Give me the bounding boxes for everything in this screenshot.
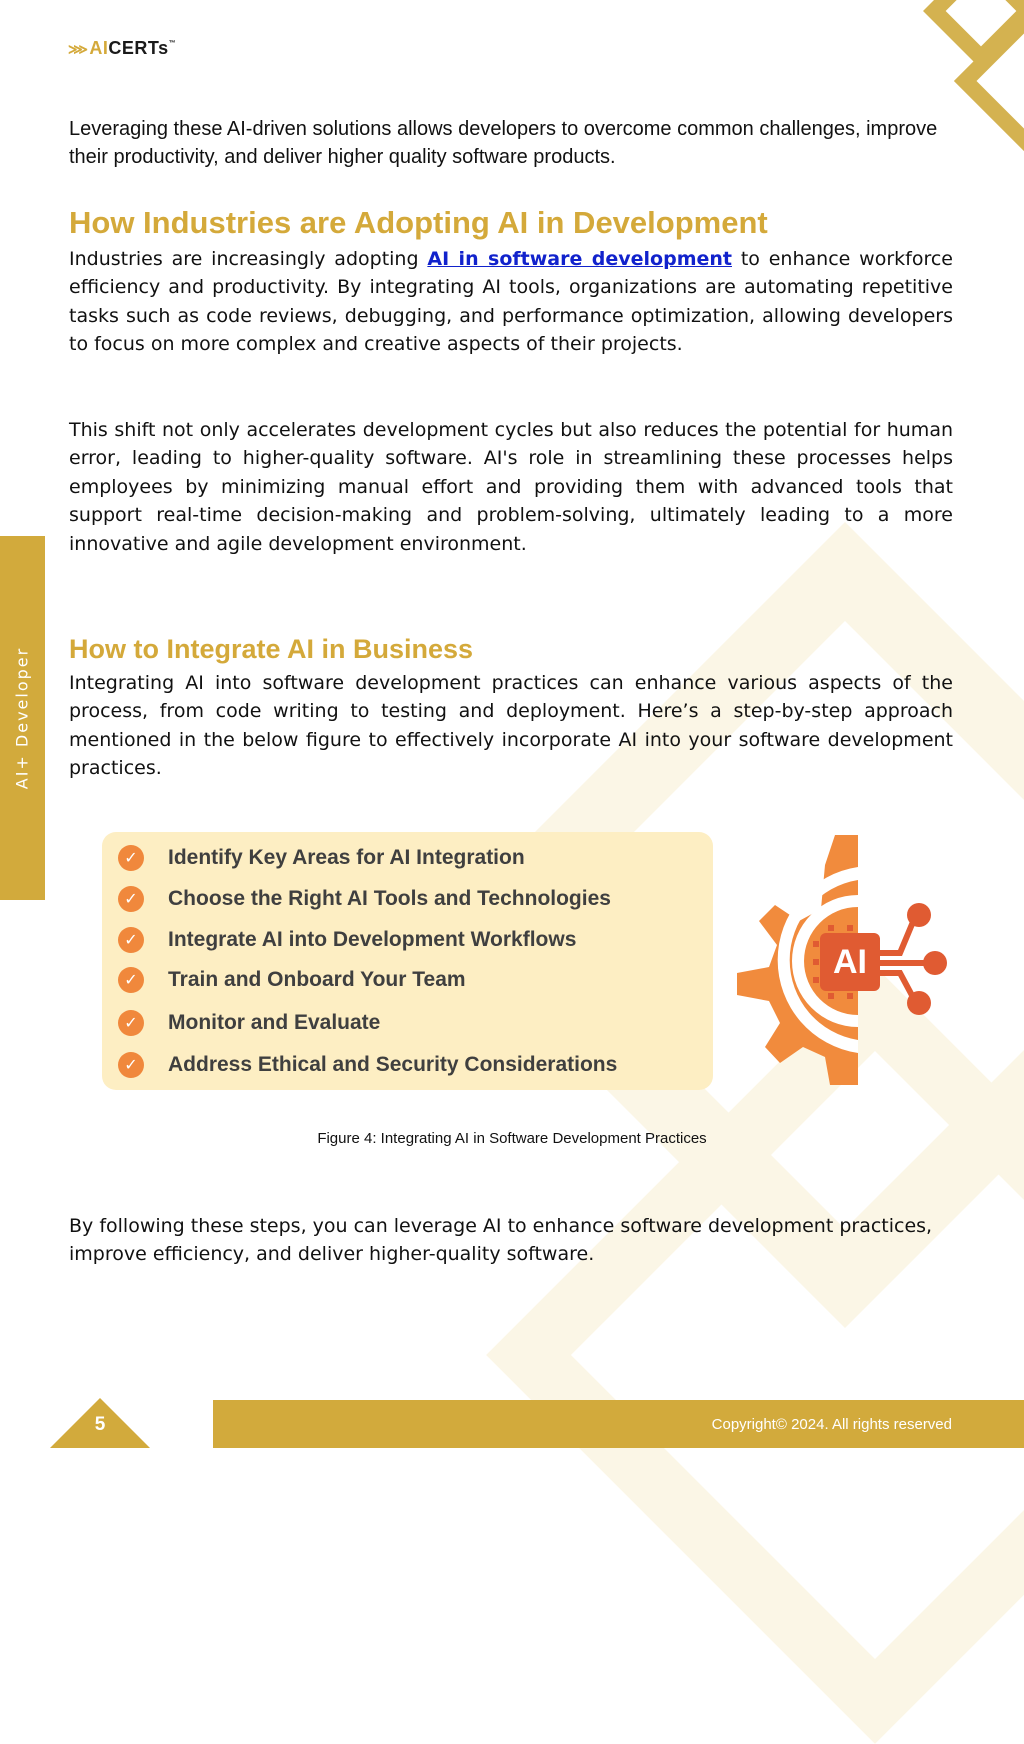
conclusion-paragraph: By following these steps, you can leverage AI to enhance software development practices, improve efficiency, and deliver higher-quality software.	[69, 1215, 933, 1266]
figure-step-item	[118, 886, 611, 912]
figure-step-item	[118, 927, 576, 953]
figure-step-label: Choose the Right AI Tools and Technologies	[168, 887, 611, 910]
check-icon: ✓	[118, 1052, 144, 1078]
ai-gear-illustration	[725, 835, 955, 1090]
section-heading-adopting: How Industries are Adopting AI in Development	[69, 205, 768, 240]
check-icon: ✓	[118, 886, 144, 912]
check-icon: ✓	[118, 967, 144, 993]
figure-caption: Figure 4: Integrating AI in Software Development Practices	[317, 1130, 707, 1147]
check-icon: ✓	[118, 845, 144, 871]
aicerts-logo	[68, 38, 176, 59]
ai-chip-label: AI	[833, 943, 867, 981]
figure-step-item	[118, 1010, 380, 1036]
section-heading-integrate: How to Integrate AI in Business	[69, 634, 474, 664]
figure-step-label: Monitor and Evaluate	[168, 1011, 381, 1034]
ai-software-development-link[interactable]: AI in software development	[427, 248, 732, 270]
logo-certs-text: CERTs	[108, 38, 169, 58]
check-icon: ✓	[118, 927, 144, 953]
logo-mark-icon: ⋙	[68, 41, 89, 57]
figure-step-label: Train and Onboard Your Team	[168, 968, 466, 991]
figure-step-label: Identify Key Areas for AI Integration	[168, 846, 525, 869]
figure-step-label: Address Ethical and Security Considerations	[168, 1053, 618, 1076]
copyright-text: Copyright© 2024. All rights reserved	[711, 1416, 952, 1433]
logo-ai-text: AI	[89, 38, 109, 58]
adopting-text-before-link: Industries are increasingly adopting	[69, 248, 419, 270]
figure-step-item	[118, 1052, 617, 1078]
logo-tm: ™	[168, 40, 177, 47]
integrate-paragraph: Integrating AI into software development practices can enhance various aspects of the process, from code writing to testing and deployment. Here’s a step-by-step approach mentioned in the below figure to effectively incorporate AI into your software development practices.	[69, 672, 953, 780]
adopting-paragraph-1	[69, 245, 953, 359]
adopting-paragraph-2: This shift not only accelerates development cycles but also reduces the potential for human error, leading to higher-quality software. AI's role in streamlining these processes helps employees by minimizing manual effort and providing them with advanced tools that support real-time decision-making and problem-solving, ultimately leading to a more innovative and agile development environment.	[69, 419, 953, 555]
adopting-text-after-link: to enhance workforce efficiency and productivity. By integrating AI tools, organizations are automating repetitive tasks such as code reviews, debugging, and performance optimization, allowing developers to focus on more complex and creative aspects of their projects.	[69, 248, 953, 356]
ai-chip-icon	[813, 925, 880, 999]
figure-step-item	[118, 967, 466, 993]
sidebar-label: AI+ Developer	[12, 646, 32, 790]
check-icon: ✓	[118, 1010, 144, 1036]
intro-paragraph: Leveraging these AI-driven solutions allows developers to overcome common challenges, improve their productivity, and deliver higher quality software products.	[69, 118, 938, 169]
page-number: 5	[94, 1414, 106, 1435]
figure-step-label: Integrate AI into Development Workflows	[168, 928, 577, 951]
figure-step-item	[118, 845, 525, 871]
